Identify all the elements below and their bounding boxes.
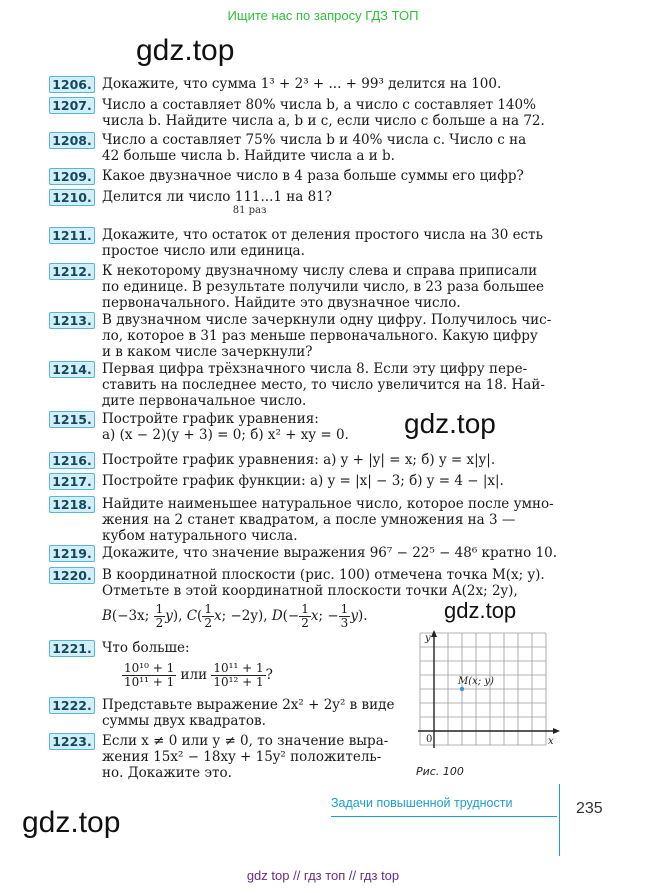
problem-text: В координатной плоскости (рис. 100) отмечена точка M(x; y).: [102, 567, 545, 583]
problem-text: Первая цифра трёхзначного числа 8. Если эту цифру пере-: [102, 361, 528, 377]
problem-number: 1206.: [49, 76, 95, 93]
x-axis-label: x: [548, 736, 554, 747]
fraction-comparison: $\frac{\text{10¹⁰ + 1}}{\text{10¹¹ + 1}}$ или $\frac{\text{10¹¹ + 1}}{\text{10¹² + 1}}$ ?: [124, 661, 273, 689]
problem-text: Отметьте в этой координатной плоскости точки A(2x; 2y),: [102, 583, 518, 599]
problem-text: Докажите, что остаток от деления простого числа на 30 есть: [102, 227, 543, 243]
problem-1214: [49, 361, 565, 409]
problem-text: на 81?: [281, 189, 333, 205]
problem-number: 1215.: [49, 411, 95, 428]
problem-text: ло, которое в 31 раз меньше первоначального. Какую цифру: [102, 328, 538, 344]
coordinate-grid-figure: [412, 630, 560, 752]
problem-text: Число a составляет 75% числа b и 40% числа c. Число c на: [102, 132, 527, 148]
problem-text: 42 больше числа b. Найдите числа a и b.: [102, 148, 395, 164]
bottom-banner[interactable]: gdz top // гдз топ // гдз top: [246, 868, 400, 883]
problem-text: Постройте график уравнения: а) y + |y| = x; б) y = x|y|.: [102, 452, 496, 468]
problem-number: 1208.: [49, 132, 95, 149]
section-title: Задачи повышенной трудности: [331, 796, 513, 810]
origin-label: 0: [426, 734, 433, 745]
problem-number: 1223.: [49, 733, 95, 750]
problem-1218: [49, 496, 565, 544]
problem-text: дите первоначальное число.: [102, 393, 307, 409]
problem-1219: [49, 545, 565, 561]
problem-text: Что больше:: [102, 640, 190, 656]
problem-1206: [49, 76, 565, 92]
problem-number: 1220.: [49, 567, 95, 584]
y-axis-label: y: [425, 633, 431, 644]
problem-1212: [49, 263, 565, 311]
problem-text: простое число или единица.: [102, 243, 305, 259]
problem-text: Число a составляет 80% числа b, а число c составляет 140%: [102, 97, 536, 113]
watermark-1: gdz.top: [136, 34, 235, 67]
problem-1208: [49, 132, 565, 164]
problem-text: Найдите наименьшее натуральное число, которое после умно-: [102, 496, 554, 512]
problem-1213: [49, 312, 565, 360]
y-axis-arrow: [431, 630, 437, 637]
problem-number: 1222.: [49, 697, 95, 714]
problem-1210: [49, 189, 565, 216]
problem-text: суммы двух квадратов.: [102, 713, 266, 729]
problem-text: а) (x − 2)(y + 3) = 0; б) x² + xy = 0.: [102, 427, 349, 443]
page-number: 235: [576, 800, 603, 817]
problem-number: 1209.: [49, 168, 95, 185]
problem-text: Постройте график функции: а) y = |x| − 3; б) y = 4 − |x|.: [102, 473, 504, 489]
problem-number: 1217.: [49, 473, 95, 490]
problem-text: Представьте выражение 2x² + 2y² в виде: [102, 697, 395, 713]
problem-text: числа b. Найдите числа a, b и c, если число c больше a на 72.: [102, 113, 545, 129]
x-axis-arrow: [553, 728, 560, 734]
problem-number: 1210.: [49, 189, 95, 206]
points-line: B(−3x; $\frac{1}{2}$ y), C( $\frac{1}{2}$ x; −2y), D(− $\frac{1}{2}$ x; − $\frac{1}{3}$ y).: [102, 602, 368, 630]
problem-text: Какое двузначное число в 4 раза больше суммы его цифр?: [102, 168, 524, 184]
problem-1211: [49, 227, 565, 259]
top-banner[interactable]: Ищите нас по запросу ГДЗ ТОП: [227, 8, 419, 23]
problem-text: В двузначном числе зачеркнули одну цифру. Получилось чис-: [102, 312, 552, 328]
problem-text: по единице. В результате получили число, в 23 раза большее: [102, 279, 544, 295]
page-divider: [559, 784, 560, 856]
point-m: [460, 687, 464, 691]
problem-text: Докажите, что сумма 1³ + 2³ + ... + 99³ делится на 100.: [102, 76, 502, 92]
figure-caption: Рис. 100: [416, 765, 464, 778]
problem-1216: [49, 452, 565, 468]
problem-text: Постройте график уравнения:: [102, 411, 319, 427]
problem-number: 1213.: [49, 312, 95, 329]
problem-1221: [49, 640, 399, 689]
problem-text: жения на 2 станет квадратом, а после умножения на 3 —: [102, 512, 516, 528]
problem-text: Делится ли число: [102, 189, 235, 205]
problem-text: Если x ≠ 0 или y ≠ 0, то значение выра-: [102, 733, 389, 749]
problem-1209: [49, 168, 565, 184]
problem-text: ставить на последнее место, то число увеличится на 18. Най-: [102, 377, 545, 393]
point-m-label: M(x; y): [458, 676, 494, 687]
repunit-number: 111...1 81 раз: [235, 189, 282, 205]
problem-number: 1212.: [49, 263, 95, 280]
watermark-4: gdz.top: [22, 806, 121, 839]
problem-text: кубом натурального числа.: [102, 528, 298, 544]
watermark-3: gdz.top: [444, 598, 517, 623]
brace-label: 81 раз: [232, 205, 267, 216]
problem-number: 1214.: [49, 361, 95, 378]
problem-1222: [49, 697, 399, 729]
problem-1223: [49, 733, 399, 781]
problem-number: 1219.: [49, 545, 95, 562]
problem-1217: [49, 473, 565, 489]
problem-text: жения 15x² − 18xy + 15y² положитель-: [102, 749, 382, 765]
footer-divider: [331, 816, 557, 817]
problem-number: 1207.: [49, 97, 95, 114]
problem-1215: [49, 411, 565, 443]
problem-text: первоначального. Найдите это двузначное число.: [102, 295, 461, 311]
problem-1220: [49, 567, 565, 630]
problem-number: 1221.: [49, 640, 95, 657]
problem-text: но. Докажите это.: [102, 765, 232, 781]
problem-text: К некоторому двузначному числу слева и справа приписали: [102, 263, 538, 279]
problem-text: и в каком числе зачеркнули?: [102, 344, 313, 360]
problem-number: 1216.: [49, 452, 95, 469]
watermark-2: gdz.top: [404, 408, 496, 439]
problem-number: 1218.: [49, 496, 95, 513]
problem-text: Докажите, что значение выражения 96⁷ − 22⁵ − 48⁶ кратно 10.: [102, 545, 558, 561]
problem-1207: [49, 97, 565, 129]
problem-number: 1211.: [49, 227, 95, 244]
